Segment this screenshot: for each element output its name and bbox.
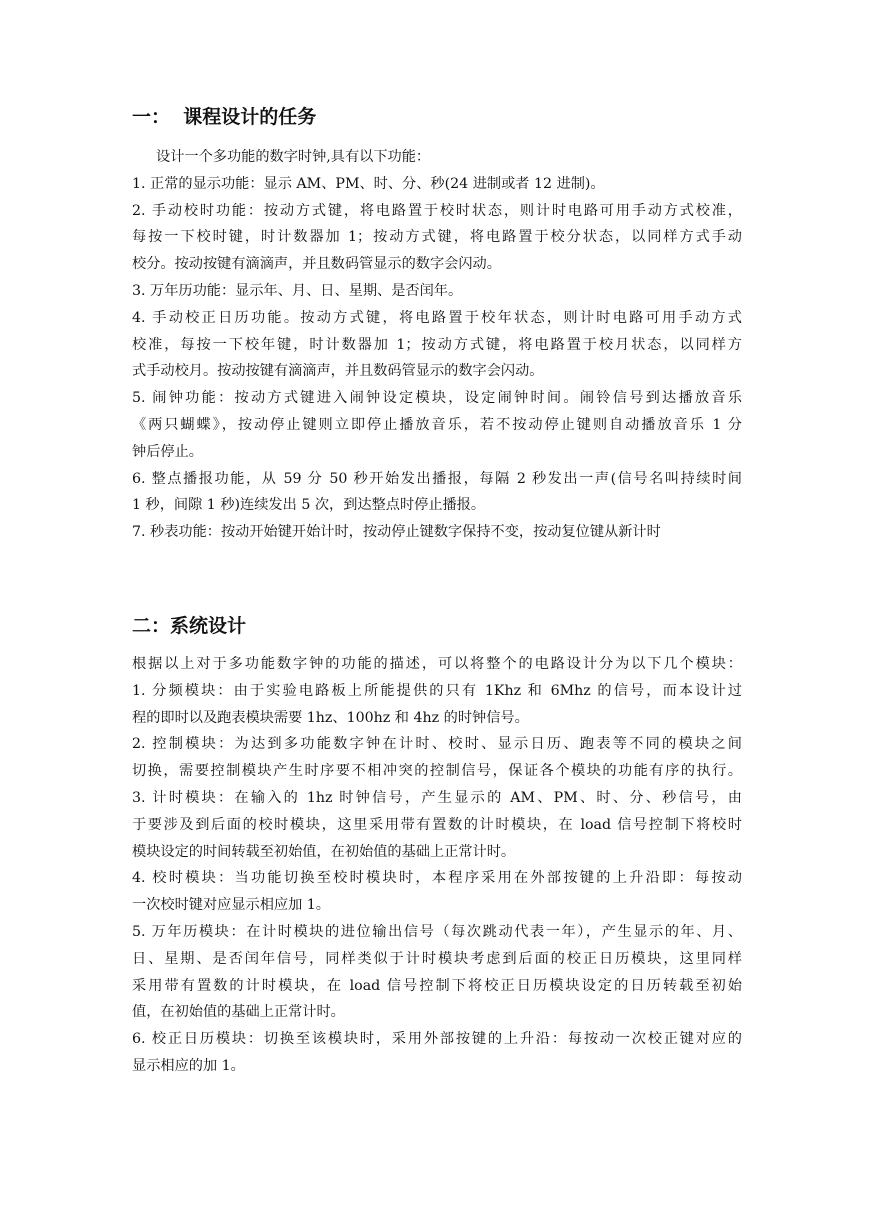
paragraph-line: 3. 计时模块：在输入的 1hz 时钟信号，产生显示的 AM、PM、时、分、秒信号，由: [132, 789, 742, 806]
section-1-heading: 一： 课程设计的任务: [132, 106, 317, 128]
paragraph-line: 1. 分频模块：由于实验电路板上所能提供的只有 1Khz 和 6Mhz 的信号，而本设计过: [132, 682, 742, 699]
paragraph-line: 1. 正常的显示功能：显示 AM、PM、时、分、秒(24 进制或者 12 进制)。: [132, 175, 605, 192]
paragraph-line: 切换，需要控制模块产生时序要不相冲突的控制信号，保证各个模块的功能有序的执行。: [132, 763, 742, 780]
paragraph-line: 式手动校月。按动按键有滴滴声，并且数码管显示的数字会闪动。: [132, 363, 544, 380]
paragraph-line: 6. 整点播报功能，从 59 分 50 秒开始发出播报，每隔 2 秒发出一声(信号名叫持续时间: [132, 470, 742, 487]
paragraph-line: 校分。按动按键有滴滴声，并且数码管显示的数字会闪动。: [132, 256, 501, 273]
paragraph-line: 设计一个多功能的数字时钟,具有以下功能：: [156, 149, 431, 165]
paragraph-line: 3. 万年历功能：显示年、月、日、星期、是否闰年。: [132, 282, 463, 299]
paragraph-line: 2. 手动校时功能：按动方式键，将电路置于校时状态，则计时电路可用手动方式校准，: [132, 202, 742, 219]
paragraph-line: 《两只蝴蝶》，按动停止键则立即停止播放音乐，若不按动停止键则自动播放音乐 1 分: [132, 416, 742, 433]
paragraph-line: 程的即时以及跑表模块需要 1hz、100hz 和 4hz 的时钟信号。: [132, 709, 529, 726]
section-2-body: [132, 651, 742, 1080]
paragraph-line: 6. 校正日历模块：切换至该模块时，采用外部按键的上升沿：每按动一次校正键对应的: [132, 1031, 742, 1048]
paragraph-line: 7. 秒表功能：按动开始键开始计时，按动停止键数字保持不变，按动复位键从新计时: [132, 524, 661, 541]
paragraph-line: 每按一下校时键，时计数器加 1；按动方式键，将电路置于校分状态，以同样方式手动: [132, 229, 742, 246]
paragraph-line: 模块设定的时间转载至初始值，在初始值的基础上正常计时。: [132, 843, 516, 860]
paragraph-line: 5. 闹钟功能：按动方式键进入闹钟设定模块，设定闹钟时间。闹铃信号到达播放音乐: [132, 390, 742, 407]
paragraph-line: 钟后停止。: [132, 443, 203, 460]
paragraph-line: 显示相应的加 1。: [132, 1057, 245, 1074]
paragraph-line: 根据以上对于多功能数字钟的功能的描述，可以将整个的电路设计分为以下几个模块：: [132, 656, 742, 672]
section-2-heading: 二：系统设计: [132, 615, 247, 637]
paragraph-line: 4. 手动校正日历功能。按动方式键，将电路置于校年状态，则计时电路可用手动方式: [132, 309, 742, 326]
paragraph-line: 2. 控制模块：为达到多功能数字钟在计时、校时、显示日历、跑表等不同的模块之间: [132, 736, 742, 753]
paragraph-line: 1 秒，间隙 1 秒)连续发出 5 次，到达整点时停止播报。: [132, 497, 486, 514]
paragraph-line: 一次校时键对应显示相应加 1。: [132, 897, 330, 914]
paragraph-line: 日、星期、是否闰年信号，同样类似于计时模块考虑到后面的校正日历模块，这里同样: [132, 950, 742, 967]
paragraph-line: 值，在初始值的基础上正常计时。: [132, 1004, 345, 1021]
paragraph-line: 于要涉及到后面的校时模块，这里采用带有置数的计时模块，在 load 信号控制下将校时: [132, 816, 742, 833]
paragraph-line: 4. 校时模块：当功能切换至校时模块时，本程序采用在外部按键的上升沿即：每按动: [132, 870, 742, 887]
paragraph-line: 采用带有置数的计时模块，在 load 信号控制下将校正日历模块设定的日历转载至初始: [132, 977, 742, 994]
paragraph-line: 校准，每按一下校年键，时计数器加 1；按动方式键，将电路置于校月状态，以同样方: [132, 336, 742, 353]
paragraph-line: 5. 万年历模块：在计时模块的进位输出信号（每次跳动代表一年），产生显示的年、月、: [132, 923, 742, 940]
section-1-body: [132, 144, 742, 546]
